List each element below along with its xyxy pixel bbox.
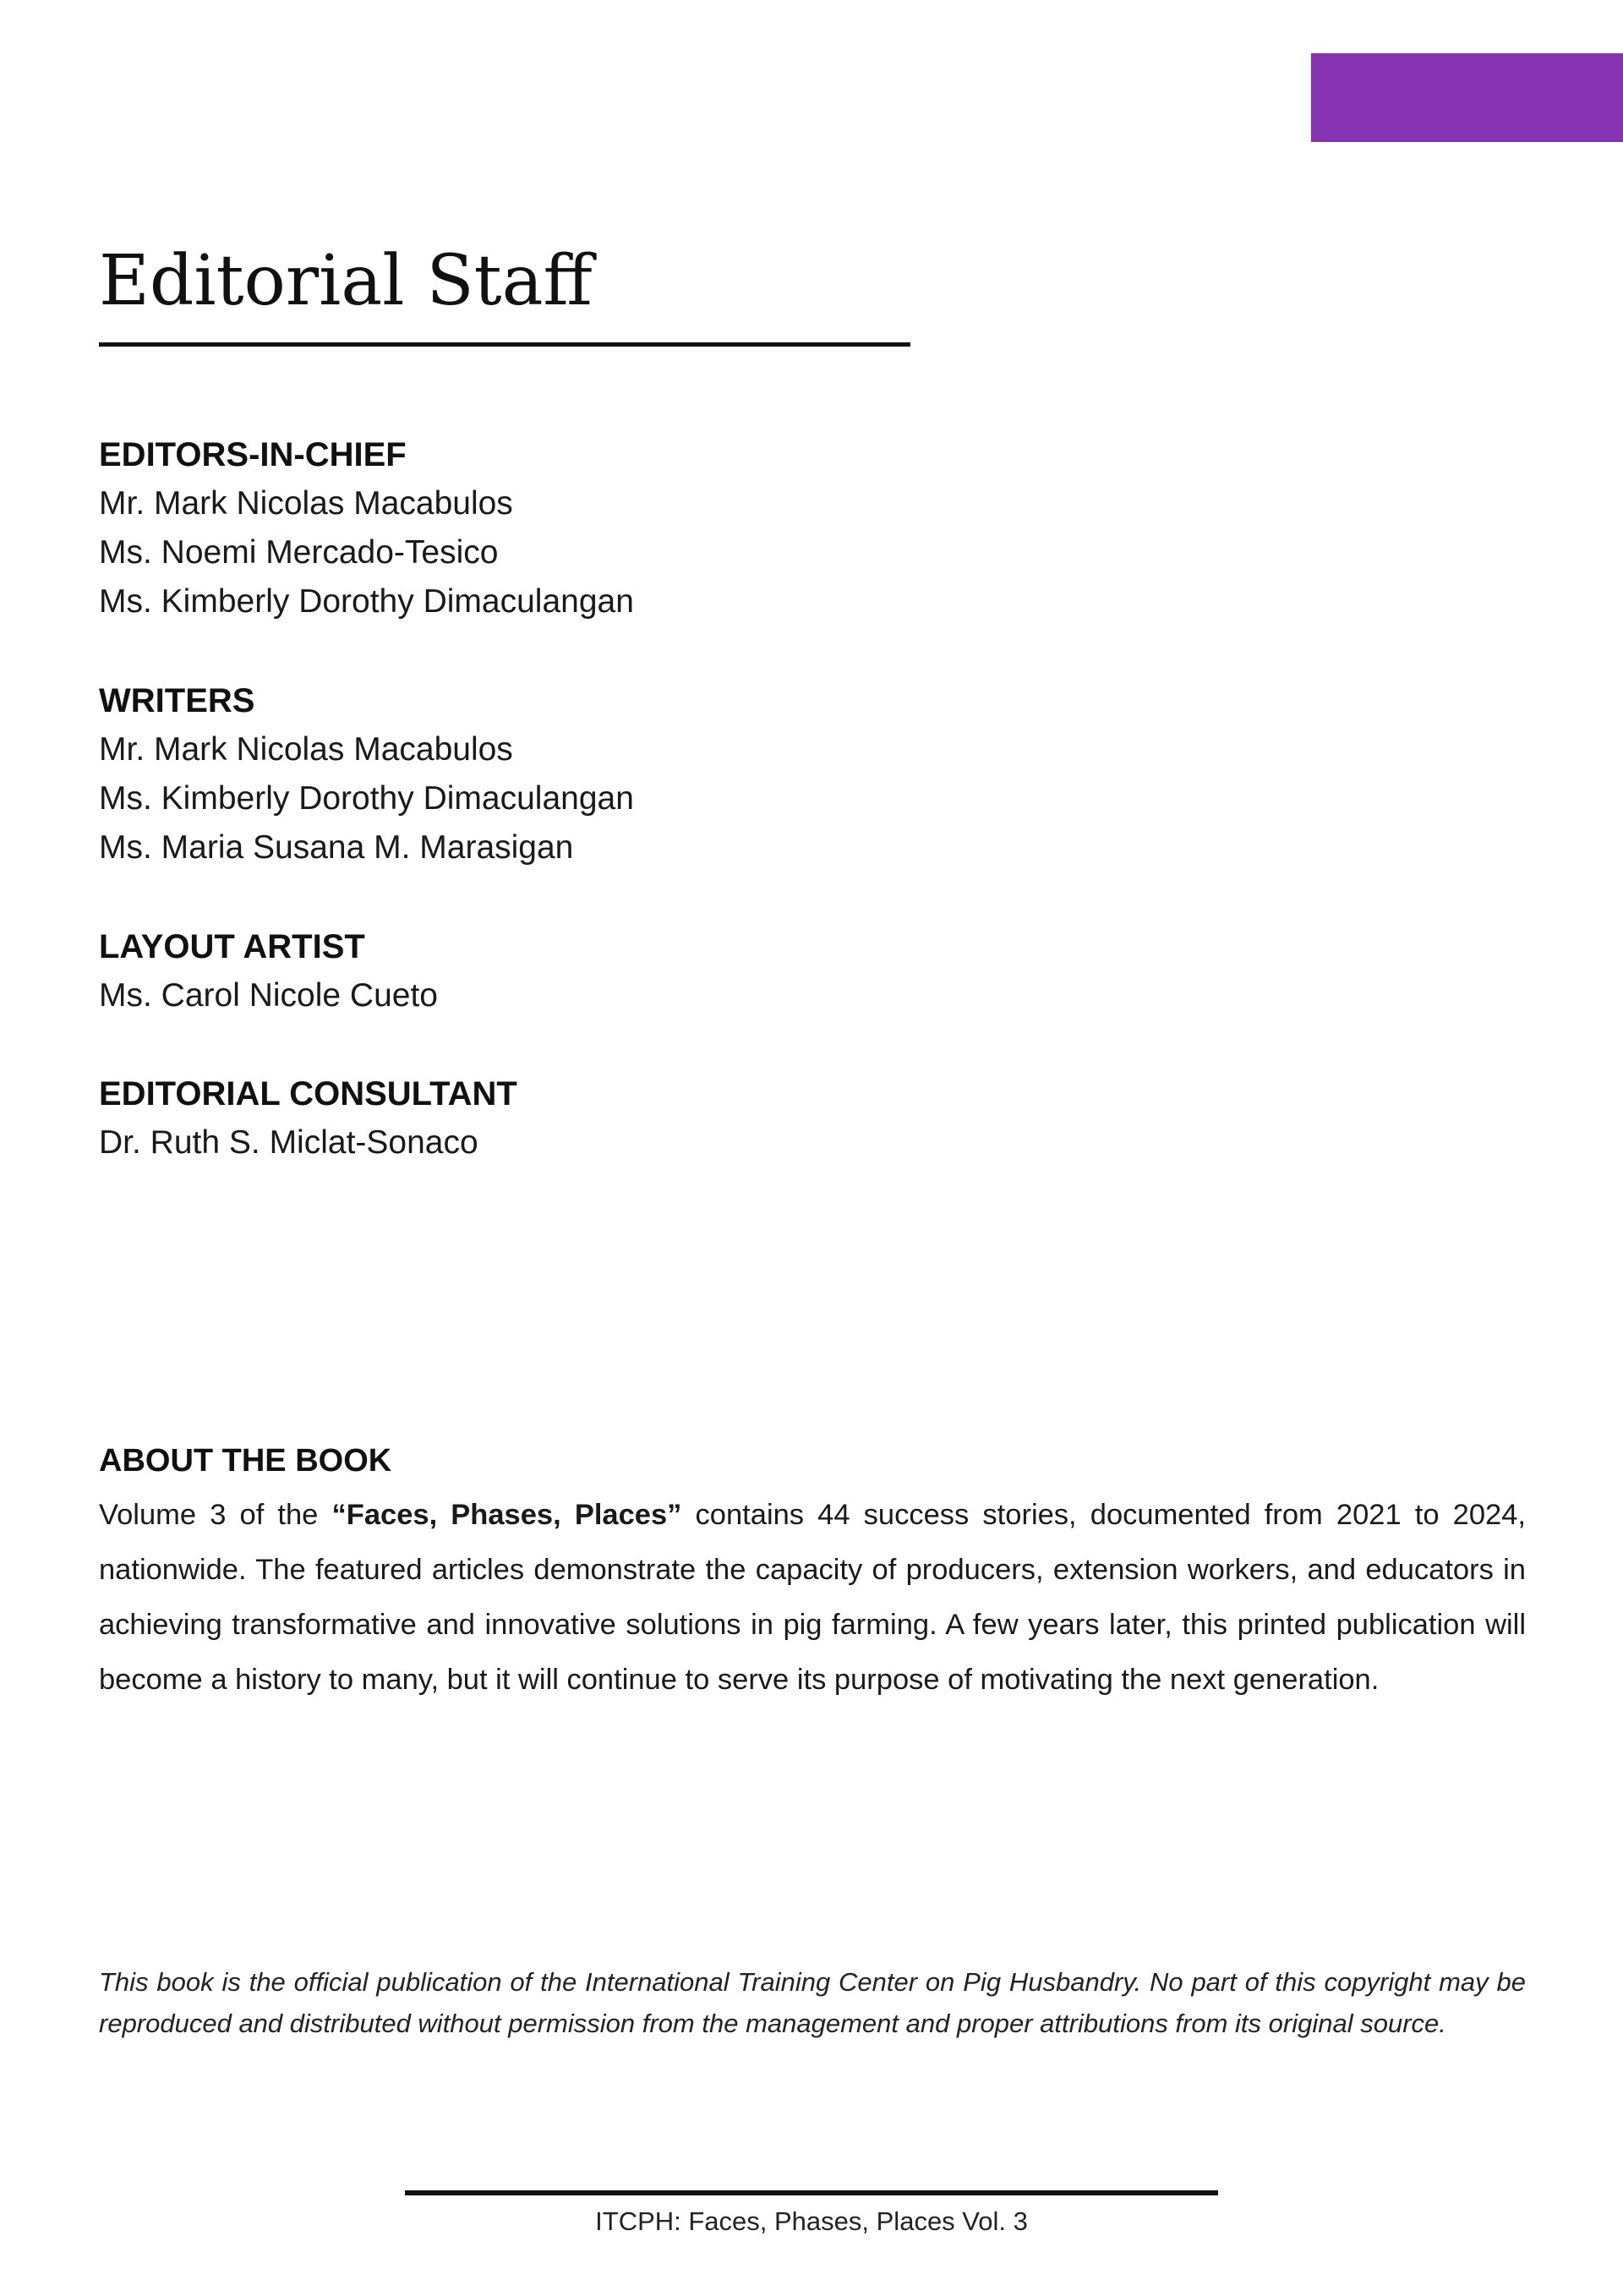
about-paragraph xyxy=(99,1488,1526,1708)
copyright-disclaimer: This book is the official publication of the International Training Center on Pig Husbandry. No part of this copyright may be reproduced and distributed without permission from the management and proper attributions from its original source. xyxy=(99,1967,1526,2038)
book-title: “Faces, Phases, Places” xyxy=(331,1499,682,1531)
page-title: Editorial Staff xyxy=(99,241,593,321)
about-text-start: Volume 3 of the xyxy=(99,1499,332,1531)
staff-name: Ms. Kimberly Dorothy Dimaculangan xyxy=(99,583,634,620)
staff-name: Dr. Ruth S. Miclat-Sonaco xyxy=(99,1124,478,1161)
staff-name: Mr. Mark Nicolas Macabulos xyxy=(99,485,513,522)
section-heading: WRITERS xyxy=(99,682,255,719)
staff-name: Ms. Maria Susana M. Marasigan xyxy=(99,829,574,866)
name-list xyxy=(99,1118,944,1167)
title-divider xyxy=(99,342,910,347)
section-writers xyxy=(99,676,944,872)
section-heading: LAYOUT ARTIST xyxy=(99,928,365,965)
staff-name: Ms. Kimberly Dorothy Dimaculangan xyxy=(99,780,634,817)
about-the-book xyxy=(99,1437,1526,1708)
section-heading: EDITORIAL CONSULTANT xyxy=(99,1075,517,1112)
section-editorial-consultant xyxy=(99,1069,944,1167)
name-list xyxy=(99,971,944,1020)
section-layout-artist xyxy=(99,922,944,1020)
section-editors-in-chief xyxy=(99,430,944,626)
about-text-rest: contains 44 success stories, documented from 2021 to 2024, nationwide. The featured articles demonstrate the capacity of producers, extension workers, and educators in achieving transformative and innovative solutions in pig farming. A few years later, this printed publication will become a history to many, but it will continue to serve its purpose of motivating the next generation. xyxy=(99,1499,1526,1696)
name-list xyxy=(99,479,944,626)
footer-divider xyxy=(405,2190,1218,2195)
footer-running-title: ITCPH: Faces, Phases, Places Vol. 3 xyxy=(595,2206,1028,2236)
staff-name: Mr. Mark Nicolas Macabulos xyxy=(99,731,513,768)
staff-name: Ms. Noemi Mercado-Tesico xyxy=(99,534,499,571)
name-list xyxy=(99,725,944,872)
staff-name: Ms. Carol Nicole Cueto xyxy=(99,977,438,1014)
accent-tab xyxy=(1311,53,1623,142)
section-heading: EDITORS-IN-CHIEF xyxy=(99,436,407,473)
about-heading: ABOUT THE BOOK xyxy=(99,1443,392,1479)
